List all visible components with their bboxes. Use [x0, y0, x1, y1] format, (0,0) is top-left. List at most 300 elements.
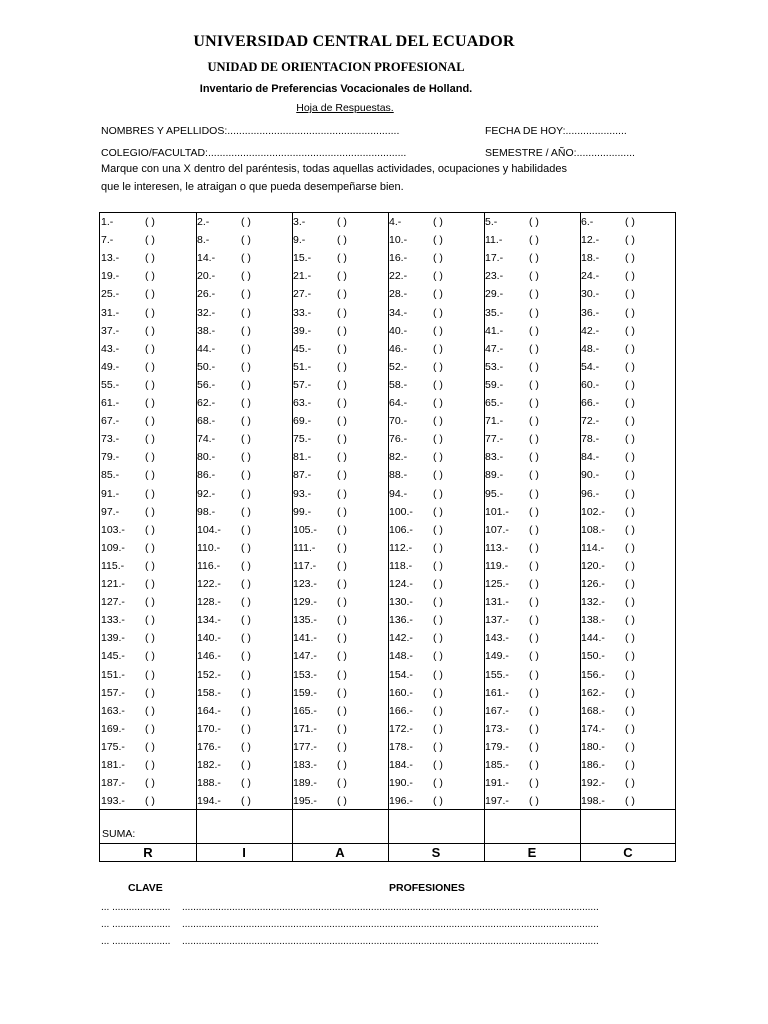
- item-number: 127.-: [101, 596, 125, 609]
- answer-checkbox[interactable]: ( ): [241, 740, 251, 753]
- item-number: 16.-: [389, 252, 408, 265]
- answer-checkbox[interactable]: ( ): [529, 686, 539, 699]
- answer-checkbox[interactable]: ( ): [145, 487, 155, 500]
- answer-checkbox[interactable]: ( ): [625, 324, 635, 337]
- item-number: 183.-: [293, 759, 317, 771]
- answer-checkbox[interactable]: ( ): [529, 759, 539, 771]
- answer-checkbox[interactable]: ( ): [529, 632, 539, 645]
- item-number: 134.-: [197, 614, 221, 627]
- answer-checkbox[interactable]: ( ): [145, 342, 155, 355]
- answer-checkbox[interactable]: ( ): [625, 216, 635, 228]
- answer-checkbox[interactable]: ( ): [433, 342, 443, 355]
- item-number: 111.-: [293, 541, 316, 554]
- answer-checkbox[interactable]: ( ): [145, 632, 155, 645]
- answer-checkbox[interactable]: ( ): [241, 415, 251, 428]
- answer-checkbox[interactable]: ( ): [145, 451, 155, 464]
- category-letter-a: A: [335, 845, 345, 860]
- answer-checkbox[interactable]: ( ): [337, 397, 347, 409]
- answer-checkbox[interactable]: ( ): [529, 541, 539, 554]
- answer-checkbox[interactable]: ( ): [433, 487, 443, 500]
- answer-checkbox[interactable]: ( ): [145, 722, 155, 735]
- profession-line-3[interactable]: ......................................................................................................................................................: [182, 936, 599, 947]
- item-number: 42.-: [581, 324, 600, 337]
- answer-checkbox[interactable]: ( ): [337, 740, 347, 753]
- answer-checkbox[interactable]: ( ): [625, 632, 635, 645]
- answer-checkbox[interactable]: ( ): [337, 415, 347, 428]
- answer-checkbox[interactable]: ( ): [529, 415, 539, 428]
- answer-checkbox[interactable]: ( ): [145, 306, 155, 319]
- answer-checkbox[interactable]: ( ): [145, 378, 155, 391]
- answer-checkbox[interactable]: ( ): [433, 270, 443, 283]
- item-number: 163.-: [101, 704, 125, 717]
- answer-checkbox[interactable]: ( ): [337, 288, 347, 301]
- date-field[interactable]: FECHA DE HOY:.....................: [485, 125, 627, 137]
- item-number: 26.-: [197, 288, 216, 301]
- answer-checkbox[interactable]: ( ): [529, 795, 539, 808]
- answer-checkbox[interactable]: ( ): [145, 704, 155, 717]
- answer-checkbox[interactable]: ( ): [145, 668, 155, 681]
- answer-checkbox[interactable]: ( ): [241, 451, 251, 464]
- item-number: 13.-: [101, 252, 120, 265]
- answer-checkbox[interactable]: ( ): [529, 306, 539, 319]
- answer-checkbox[interactable]: ( ): [529, 378, 539, 391]
- item-number: 152.-: [197, 668, 221, 681]
- answer-checkbox[interactable]: ( ): [241, 397, 251, 409]
- item-number: 174.-: [581, 722, 605, 735]
- category-letter-i: I: [242, 845, 246, 860]
- answer-checkbox[interactable]: ( ): [625, 795, 635, 808]
- answer-checkbox[interactable]: ( ): [529, 523, 539, 536]
- answer-checkbox[interactable]: ( ): [529, 324, 539, 337]
- inventory-title: Inventario de Preferencias Vocacionales de Holland.: [199, 83, 473, 95]
- answer-checkbox[interactable]: ( ): [145, 288, 155, 301]
- answer-checkbox[interactable]: ( ): [241, 596, 251, 609]
- answer-checkbox[interactable]: ( ): [145, 740, 155, 753]
- item-number: 47.-: [485, 342, 504, 355]
- answer-checkbox[interactable]: ( ): [241, 578, 251, 590]
- item-number: 49.-: [101, 360, 120, 373]
- profession-line-1[interactable]: ......................................................................................................................................................: [182, 902, 599, 913]
- answer-checkbox[interactable]: ( ): [241, 759, 251, 771]
- answer-checkbox[interactable]: ( ): [241, 288, 251, 301]
- item-number: 70.-: [389, 415, 408, 428]
- item-number: 110.-: [197, 541, 221, 554]
- answer-checkbox[interactable]: ( ): [625, 523, 635, 536]
- item-number: 38.-: [197, 324, 216, 337]
- answer-checkbox[interactable]: ( ): [241, 252, 251, 265]
- answer-checkbox[interactable]: ( ): [241, 541, 251, 554]
- answer-checkbox[interactable]: ( ): [433, 541, 443, 554]
- answer-checkbox[interactable]: ( ): [337, 704, 347, 717]
- answer-checkbox[interactable]: ( ): [529, 433, 539, 446]
- answer-checkbox[interactable]: ( ): [625, 686, 635, 699]
- answer-checkbox[interactable]: ( ): [433, 252, 443, 265]
- answer-checkbox[interactable]: ( ): [145, 686, 155, 699]
- answer-checkbox[interactable]: ( ): [337, 686, 347, 699]
- answer-checkbox[interactable]: ( ): [529, 578, 539, 590]
- item-number: 5.-: [485, 216, 498, 228]
- answer-checkbox[interactable]: ( ): [529, 740, 539, 753]
- answer-checkbox[interactable]: ( ): [433, 596, 443, 609]
- answer-checkbox[interactable]: ( ): [145, 559, 155, 572]
- answer-checkbox[interactable]: ( ): [337, 270, 347, 283]
- answer-checkbox[interactable]: ( ): [433, 378, 443, 391]
- answer-checkbox[interactable]: ( ): [433, 650, 443, 663]
- answer-checkbox[interactable]: ( ): [625, 650, 635, 663]
- instructions-line1: Marque con una X dentro del paréntesis, todas aquellas actividades, ocupaciones y habilidades: [101, 163, 567, 175]
- answer-checkbox[interactable]: ( ): [433, 469, 443, 482]
- answer-checkbox[interactable]: ( ): [433, 505, 443, 518]
- answer-checkbox[interactable]: ( ): [241, 342, 251, 355]
- item-number: 20.-: [197, 270, 216, 283]
- item-number: 166.-: [389, 704, 413, 717]
- answer-checkbox[interactable]: ( ): [337, 324, 347, 337]
- answer-checkbox[interactable]: ( ): [241, 487, 251, 500]
- item-number: 194.-: [197, 795, 221, 808]
- answer-checkbox[interactable]: ( ): [625, 614, 635, 627]
- item-number: 128.-: [197, 596, 221, 609]
- item-number: 85.-: [101, 469, 120, 482]
- answer-checkbox[interactable]: ( ): [433, 578, 443, 590]
- item-number: 116.-: [197, 559, 221, 572]
- answer-checkbox[interactable]: ( ): [529, 252, 539, 265]
- answer-checkbox[interactable]: ( ): [241, 704, 251, 717]
- answer-checkbox[interactable]: ( ): [145, 469, 155, 482]
- answer-checkbox[interactable]: ( ): [337, 668, 347, 681]
- answer-checkbox[interactable]: ( ): [625, 360, 635, 373]
- answer-checkbox[interactable]: ( ): [337, 596, 347, 609]
- answer-checkbox[interactable]: ( ): [433, 668, 443, 681]
- answer-checkbox[interactable]: ( ): [145, 795, 155, 808]
- item-number: 148.-: [389, 650, 413, 663]
- item-number: 77.-: [485, 433, 504, 446]
- item-number: 92.-: [197, 487, 216, 500]
- answer-checkbox[interactable]: ( ): [433, 632, 443, 645]
- item-number: 69.-: [293, 415, 312, 428]
- answer-checkbox[interactable]: ( ): [625, 378, 635, 391]
- answer-checkbox[interactable]: ( ): [241, 777, 251, 790]
- item-number: 10.-: [389, 234, 408, 247]
- school-field[interactable]: COLEGIO/FACULTAD:....................................................................: [101, 147, 407, 159]
- item-number: 25.-: [101, 288, 120, 301]
- answer-checkbox[interactable]: ( ): [433, 451, 443, 464]
- answer-checkbox[interactable]: ( ): [337, 433, 347, 446]
- answer-checkbox[interactable]: ( ): [529, 487, 539, 500]
- category-letter-c: C: [623, 845, 633, 860]
- answer-checkbox[interactable]: ( ): [529, 704, 539, 717]
- answer-checkbox[interactable]: ( ): [337, 759, 347, 771]
- answer-checkbox[interactable]: ( ): [241, 360, 251, 373]
- item-number: 139.-: [101, 632, 125, 645]
- answer-checkbox[interactable]: ( ): [625, 722, 635, 735]
- item-number: 196.-: [389, 795, 413, 808]
- answer-checkbox[interactable]: ( ): [433, 234, 443, 247]
- item-number: 102.-: [581, 505, 605, 518]
- item-number: 184.-: [389, 759, 413, 771]
- item-number: 79.-: [101, 451, 120, 464]
- answer-checkbox[interactable]: ( ): [241, 668, 251, 681]
- answer-checkbox[interactable]: ( ): [337, 252, 347, 265]
- answer-checkbox[interactable]: ( ): [625, 342, 635, 355]
- profession-line-2[interactable]: ......................................................................................................................................................: [182, 919, 599, 930]
- answer-checkbox[interactable]: ( ): [433, 614, 443, 627]
- answer-checkbox[interactable]: ( ): [337, 722, 347, 735]
- answer-checkbox[interactable]: ( ): [625, 397, 635, 409]
- answer-checkbox[interactable]: ( ): [241, 686, 251, 699]
- answer-checkbox[interactable]: ( ): [625, 288, 635, 301]
- answer-checkbox[interactable]: ( ): [625, 487, 635, 500]
- answer-checkbox[interactable]: ( ): [529, 596, 539, 609]
- item-number: 90.-: [581, 469, 600, 482]
- item-number: 2.-: [197, 216, 210, 228]
- clave-line-1[interactable]: ... .....................: [101, 902, 171, 913]
- answer-checkbox[interactable]: ( ): [625, 559, 635, 572]
- answer-checkbox[interactable]: ( ): [241, 650, 251, 663]
- answer-checkbox[interactable]: ( ): [529, 397, 539, 409]
- item-number: 82.-: [389, 451, 408, 464]
- answer-checkbox[interactable]: ( ): [337, 216, 347, 228]
- answer-checkbox[interactable]: ( ): [145, 324, 155, 337]
- answer-checkbox[interactable]: ( ): [145, 216, 155, 228]
- answer-checkbox[interactable]: ( ): [433, 759, 443, 771]
- item-number: 32.-: [197, 306, 216, 319]
- answer-checkbox[interactable]: ( ): [145, 360, 155, 373]
- answer-checkbox[interactable]: ( ): [433, 216, 443, 228]
- answer-checkbox[interactable]: ( ): [529, 216, 539, 228]
- item-number: 156.-: [581, 668, 605, 681]
- answer-checkbox[interactable]: ( ): [433, 777, 443, 790]
- item-number: 120.-: [581, 559, 605, 572]
- semester-field[interactable]: SEMESTRE / AÑO:....................: [485, 147, 635, 159]
- answer-checkbox[interactable]: ( ): [337, 777, 347, 790]
- answer-checkbox[interactable]: ( ): [625, 306, 635, 319]
- item-number: 56.-: [197, 378, 216, 391]
- item-number: 50.-: [197, 360, 216, 373]
- answer-checkbox[interactable]: ( ): [337, 541, 347, 554]
- item-number: 193.-: [101, 795, 125, 808]
- item-number: 135.-: [293, 614, 317, 627]
- item-number: 59.-: [485, 378, 504, 391]
- answer-checkbox[interactable]: ( ): [433, 795, 443, 808]
- university-title: UNIVERSIDAD CENTRAL DEL ECUADOR: [193, 33, 515, 50]
- answer-checkbox[interactable]: ( ): [241, 614, 251, 627]
- answer-checkbox[interactable]: ( ): [337, 505, 347, 518]
- answer-checkbox[interactable]: ( ): [625, 415, 635, 428]
- answer-checkbox[interactable]: ( ): [145, 650, 155, 663]
- answer-checkbox[interactable]: ( ): [625, 505, 635, 518]
- answer-checkbox[interactable]: ( ): [433, 722, 443, 735]
- answer-checkbox[interactable]: ( ): [625, 740, 635, 753]
- answer-checkbox[interactable]: ( ): [241, 795, 251, 808]
- answer-checkbox[interactable]: ( ): [145, 614, 155, 627]
- item-number: 53.-: [485, 360, 504, 373]
- item-number: 159.-: [293, 686, 317, 699]
- answer-checkbox[interactable]: ( ): [433, 704, 443, 717]
- item-number: 39.-: [293, 324, 312, 337]
- item-number: 81.-: [293, 451, 312, 464]
- answer-checkbox[interactable]: ( ): [337, 578, 347, 590]
- answer-checkbox[interactable]: ( ): [433, 415, 443, 428]
- item-number: 68.-: [197, 415, 216, 428]
- answer-checkbox[interactable]: ( ): [625, 469, 635, 482]
- answer-checkbox[interactable]: ( ): [145, 578, 155, 590]
- item-number: 192.-: [581, 777, 605, 790]
- item-number: 99.-: [293, 505, 312, 518]
- answer-checkbox[interactable]: ( ): [433, 306, 443, 319]
- answer-checkbox[interactable]: ( ): [529, 270, 539, 283]
- answer-checkbox[interactable]: ( ): [145, 523, 155, 536]
- answer-checkbox[interactable]: ( ): [529, 722, 539, 735]
- item-number: 61.-: [101, 397, 120, 409]
- item-number: 178.-: [389, 740, 413, 753]
- sheet-title: Hoja de Respuestas.: [296, 102, 394, 114]
- answer-checkbox[interactable]: ( ): [433, 324, 443, 337]
- answer-checkbox[interactable]: ( ): [337, 451, 347, 464]
- item-number: 109.-: [101, 541, 125, 554]
- answer-checkbox[interactable]: ( ): [433, 523, 443, 536]
- answer-checkbox[interactable]: ( ): [241, 234, 251, 247]
- answer-checkbox[interactable]: ( ): [241, 559, 251, 572]
- answer-checkbox[interactable]: ( ): [241, 469, 251, 482]
- answer-grid: [99, 212, 676, 862]
- answer-checkbox[interactable]: ( ): [145, 596, 155, 609]
- answer-checkbox[interactable]: ( ): [241, 523, 251, 536]
- item-number: 48.-: [581, 342, 600, 355]
- answer-checkbox[interactable]: ( ): [529, 668, 539, 681]
- item-number: 3.-: [293, 216, 306, 228]
- answer-checkbox[interactable]: ( ): [145, 433, 155, 446]
- item-number: 121.-: [101, 578, 125, 590]
- answer-checkbox[interactable]: ( ): [337, 487, 347, 500]
- answer-checkbox[interactable]: ( ): [337, 559, 347, 572]
- item-number: 113.-: [485, 541, 509, 554]
- names-field[interactable]: NOMBRES Y APELLIDOS:...........................................................: [101, 125, 400, 137]
- item-number: 44.-: [197, 342, 216, 355]
- answer-checkbox[interactable]: ( ): [529, 342, 539, 355]
- item-number: 71.-: [485, 415, 504, 428]
- item-number: 177.-: [293, 740, 317, 753]
- answer-checkbox[interactable]: ( ): [337, 360, 347, 373]
- answer-checkbox[interactable]: ( ): [625, 451, 635, 464]
- answer-checkbox[interactable]: ( ): [433, 288, 443, 301]
- answer-checkbox[interactable]: ( ): [529, 451, 539, 464]
- answer-checkbox[interactable]: ( ): [529, 360, 539, 373]
- clave-line-2[interactable]: ... .....................: [101, 919, 171, 930]
- answer-checkbox[interactable]: ( ): [433, 360, 443, 373]
- answer-checkbox[interactable]: ( ): [145, 541, 155, 554]
- answer-checkbox[interactable]: ( ): [433, 433, 443, 446]
- answer-checkbox[interactable]: ( ): [625, 777, 635, 790]
- answer-checkbox[interactable]: ( ): [337, 632, 347, 645]
- answer-checkbox[interactable]: ( ): [625, 759, 635, 771]
- answer-checkbox[interactable]: ( ): [529, 777, 539, 790]
- suma-label: SUMA:: [102, 828, 136, 840]
- answer-checkbox[interactable]: ( ): [625, 270, 635, 283]
- item-number: 137.-: [485, 614, 509, 627]
- answer-checkbox[interactable]: ( ): [241, 632, 251, 645]
- answer-checkbox[interactable]: ( ): [241, 306, 251, 319]
- answer-checkbox[interactable]: ( ): [625, 433, 635, 446]
- answer-checkbox[interactable]: ( ): [241, 270, 251, 283]
- answer-checkbox[interactable]: ( ): [337, 469, 347, 482]
- answer-checkbox[interactable]: ( ): [145, 505, 155, 518]
- item-number: 181.-: [101, 759, 125, 771]
- answer-checkbox[interactable]: ( ): [241, 433, 251, 446]
- answer-checkbox[interactable]: ( ): [145, 759, 155, 771]
- answer-checkbox[interactable]: ( ): [337, 523, 347, 536]
- answer-checkbox[interactable]: ( ): [337, 342, 347, 355]
- item-number: 22.-: [389, 270, 408, 283]
- item-number: 131.-: [485, 596, 509, 609]
- answer-checkbox[interactable]: ( ): [625, 668, 635, 681]
- item-number: 145.-: [101, 650, 125, 663]
- item-number: 15.-: [293, 252, 312, 265]
- answer-checkbox[interactable]: ( ): [529, 559, 539, 572]
- item-number: 132.-: [581, 596, 605, 609]
- answer-checkbox[interactable]: ( ): [433, 559, 443, 572]
- clave-line-3[interactable]: ... .....................: [101, 936, 171, 947]
- item-number: 169.-: [101, 722, 125, 735]
- answer-checkbox[interactable]: ( ): [241, 324, 251, 337]
- answer-checkbox[interactable]: ( ): [625, 234, 635, 247]
- answer-checkbox[interactable]: ( ): [625, 704, 635, 717]
- answer-checkbox[interactable]: ( ): [625, 252, 635, 265]
- item-number: 146.-: [197, 650, 221, 663]
- answer-checkbox[interactable]: ( ): [145, 415, 155, 428]
- answer-checkbox[interactable]: ( ): [625, 541, 635, 554]
- answer-checkbox[interactable]: ( ): [625, 578, 635, 590]
- answer-checkbox[interactable]: ( ): [145, 252, 155, 265]
- answer-checkbox[interactable]: ( ): [433, 740, 443, 753]
- answer-checkbox[interactable]: ( ): [529, 288, 539, 301]
- item-number: 65.-: [485, 397, 504, 409]
- item-number: 35.-: [485, 306, 504, 319]
- answer-checkbox[interactable]: ( ): [337, 795, 347, 808]
- answer-checkbox[interactable]: ( ): [241, 378, 251, 391]
- answer-checkbox[interactable]: ( ): [529, 469, 539, 482]
- answer-checkbox[interactable]: ( ): [433, 397, 443, 409]
- answer-checkbox[interactable]: ( ): [337, 306, 347, 319]
- answer-checkbox[interactable]: ( ): [529, 650, 539, 663]
- item-number: 130.-: [389, 596, 413, 609]
- answer-checkbox[interactable]: ( ): [625, 596, 635, 609]
- answer-checkbox[interactable]: ( ): [241, 722, 251, 735]
- item-number: 89.-: [485, 469, 504, 482]
- answer-checkbox[interactable]: ( ): [337, 614, 347, 627]
- item-number: 46.-: [389, 342, 408, 355]
- answer-checkbox[interactable]: ( ): [145, 234, 155, 247]
- answer-checkbox[interactable]: ( ): [433, 686, 443, 699]
- item-number: 147.-: [293, 650, 317, 663]
- answer-checkbox[interactable]: ( ): [241, 216, 251, 228]
- answer-checkbox[interactable]: ( ): [529, 505, 539, 518]
- profesiones-label: PROFESIONES: [389, 882, 465, 894]
- answer-checkbox[interactable]: ( ): [145, 397, 155, 409]
- item-number: 140.-: [197, 632, 221, 645]
- item-number: 66.-: [581, 397, 600, 409]
- answer-checkbox[interactable]: ( ): [529, 614, 539, 627]
- item-number: 88.-: [389, 469, 408, 482]
- answer-checkbox[interactable]: ( ): [145, 777, 155, 790]
- answer-checkbox[interactable]: ( ): [337, 650, 347, 663]
- answer-checkbox[interactable]: ( ): [241, 505, 251, 518]
- item-number: 41.-: [485, 324, 504, 337]
- answer-checkbox[interactable]: ( ): [337, 378, 347, 391]
- answer-checkbox[interactable]: ( ): [337, 234, 347, 247]
- answer-checkbox[interactable]: ( ): [145, 270, 155, 283]
- answer-checkbox[interactable]: ( ): [529, 234, 539, 247]
- item-number: 141.-: [293, 632, 317, 645]
